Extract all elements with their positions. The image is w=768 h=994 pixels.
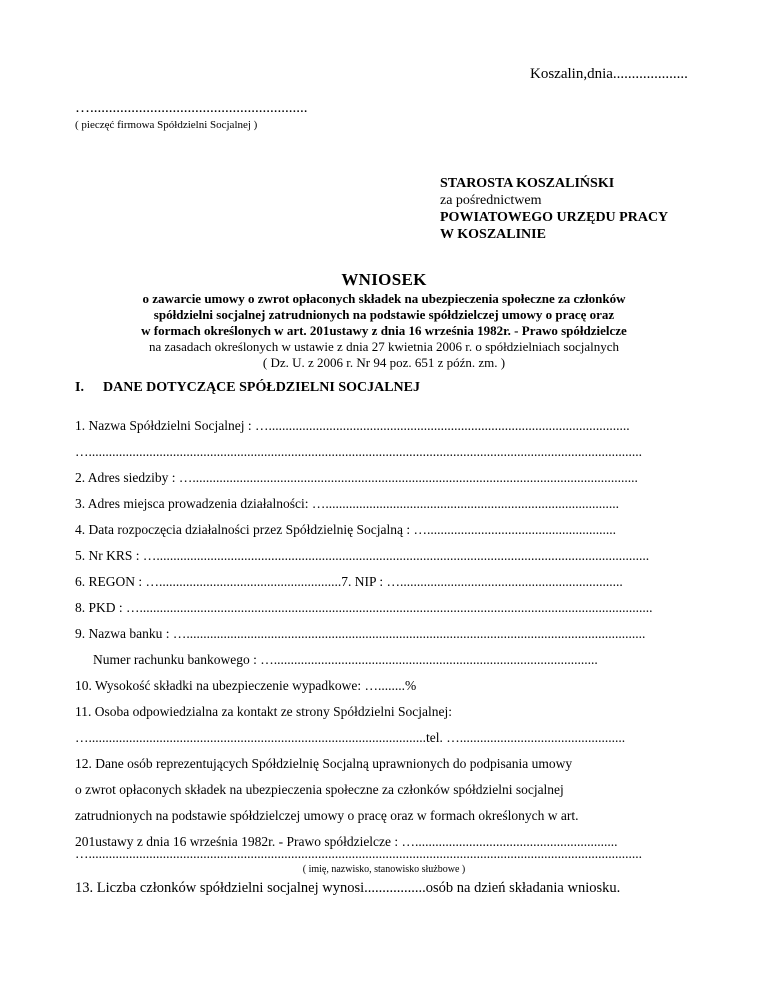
document-title: WNIOSEK [341,270,427,289]
subtitle-line-1: o zawarcie umowy o zwrot opłaconych składek na ubezpieczenia społeczne za członków [142,291,626,306]
field-registered-address[interactable]: 2. Adres siedziby : ….................................................................................................................................... [75,470,638,485]
field-start-date[interactable]: 4. Data rozpoczęcia działalności przez Spółdzielnię Socjalną : …........................................................ [75,522,616,537]
subtitle-line-5: ( Dz. U. z 2006 r. Nr 94 poz. 651 z późn. zm. ) [262,355,506,370]
field-coop-name-cont[interactable]: ….................................................................................................................................................................... [75,444,642,459]
addressee-line-2: za pośrednictwem [440,193,542,208]
addressee-line-1: STAROSTA KOSZALIŃSKI [440,176,615,191]
stamp-caption: ( pieczęć firmowa Spółdzielni Socjalnej ) [75,119,258,131]
subtitle-line-3: w formach określonych w art. 201ustawy z dnia 16 września 1982r. - Prawo spółdzielcze [141,323,627,338]
section-title: DANE DOTYCZĄCE SPÓŁDZIELNI SOCJALNEJ [103,380,421,395]
field-contact-person[interactable]: …....................................................................................................tel. …................................................. [75,730,626,745]
representatives-caption: ( imię, nazwisko, stanowisko służbowe ) [302,864,466,875]
field-contact-person-label: 11. Osoba odpowiedzialna za kontakt ze strony Spółdzielni Socjalnej: [75,704,453,719]
stamp-placeholder: ….......................................................... [75,100,308,116]
field-pkd[interactable]: 8. PKD : …........................................................................................................................................................ [75,600,653,615]
place-and-date: Koszalin,dnia.................... [530,66,688,82]
field-bank-name[interactable]: 9. Nazwa banku : …........................................................................................................................................ [75,626,646,641]
field-coop-name[interactable]: 1. Nazwa Spółdzielni Socjalnej : …........................................................................................................... [75,418,630,433]
field-representatives-line-1: 12. Dane osób reprezentujących Spółdzielnię Socjalną uprawnionych do podpisania umowy [75,756,573,771]
section-heading [75,380,420,396]
addressee-line-3: POWIATOWEGO URZĘDU PRACY [440,210,669,225]
field-bank-account[interactable]: Numer rachunku bankowego : …................................................................................................ [93,652,598,667]
field-accident-contribution[interactable]: 10. Wysokość składki na ubezpieczenie wypadkowe: …........% [75,678,417,693]
addressee-line-4: W KOSZALINIE [440,227,546,242]
field-krs[interactable]: 5. Nr KRS : ….................................................................................................................................................. [75,548,650,563]
field-representatives-cont[interactable]: ….................................................................................................................................................................... [75,846,642,861]
field-business-address[interactable]: 3. Adres miejsca prowadzenia działalności: …....................................................................................... [75,496,620,511]
addressee-block [440,175,668,243]
section-number: I. [75,380,84,395]
field-representatives-line-3: zatrudnionych na podstawie spółdzielczej umowy o pracę oraz w formach określonych w art. [75,808,579,823]
field-regon-nip[interactable]: 6. REGON : …......................................................7. NIP : ….................................................................. [75,574,623,589]
subtitle-line-4: na zasadach określonych w ustawie z dnia 27 kwietnia 2006 r. o spółdzielniach socjalnych [148,339,620,354]
field-member-count[interactable]: 13. Liczba członków spółdzielni socjalnej wynosi.................osób na dzień składania wniosku. [75,880,621,896]
field-representatives-line-2: o zwrot opłaconych składek na ubezpieczenia społeczne za członków spółdzielni socjalnej [75,782,564,797]
field-representatives-line-4[interactable]: 201ustawy z dnia 16 września 1982r. - Prawo spółdzielcze : …............................................................ [75,834,618,849]
subtitle-line-2: spółdzielni socjalnej zatrudnionych na podstawie spółdzielczej umowy o pracę oraz [153,307,615,322]
